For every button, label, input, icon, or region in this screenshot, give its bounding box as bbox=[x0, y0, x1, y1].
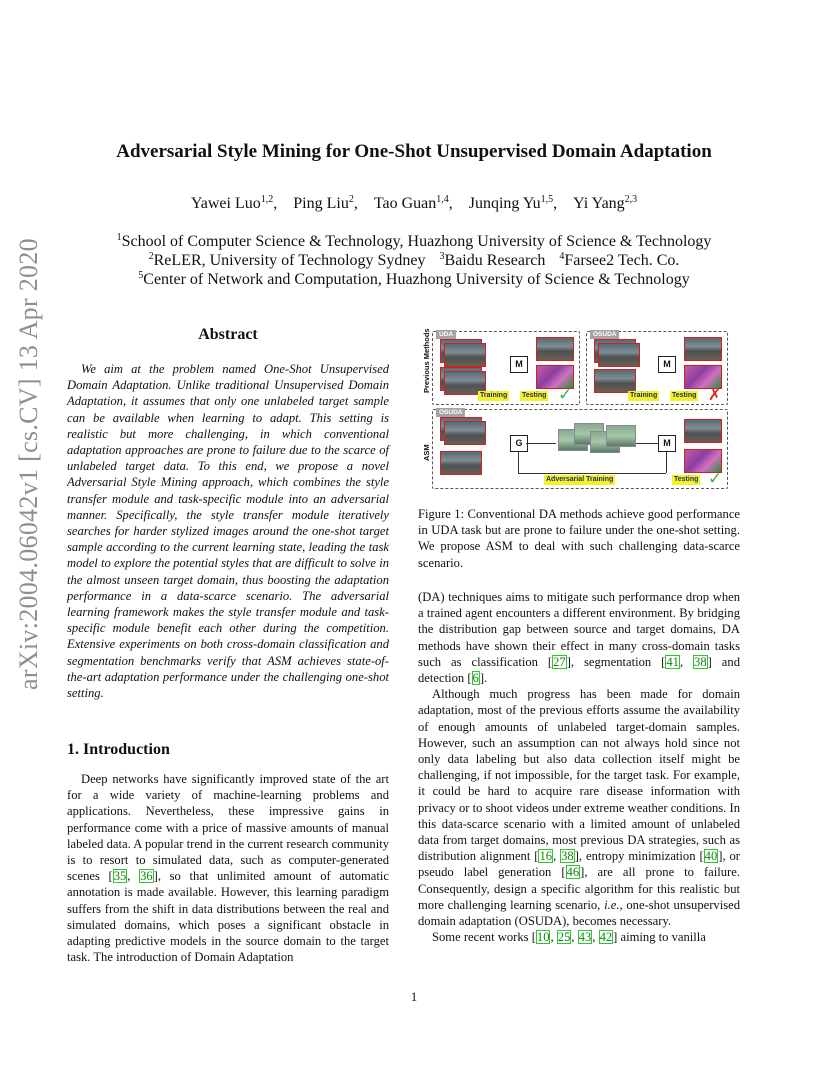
source-image-thumb bbox=[598, 343, 640, 367]
citation-link[interactable]: 41 bbox=[666, 654, 679, 669]
author: Junqing Yu$^{1,5}$, bbox=[468, 194, 558, 212]
citation-link[interactable]: 16 bbox=[539, 849, 553, 864]
abstract-heading: Abstract bbox=[198, 326, 258, 343]
paragraph: Although much progress has been made for domain adaptation, most of the previous efforts assume the availability of enough amounts of unlabeled target-domain samples. However, such an assumption can not always hold since not only data labeling but also data collection itself might be challenging, if not impossible, for the target task. For example, it could be hard to acquire rare disease information with privacy or to shoot videos under extreme weather conditions. In this data-scarce scenario with a limited amount of unlabeled data from target domains, most previous DA strategies, such as distribution alignment [16, 38], entropy minimization [40], or pseudo label generation [46], are all prone to failure. Consequently, design a specific algorithm for this realistic but more challenging learning scenario, i.e., one-shot unsupervised domain adaptation (OSUDA), becomes necessary. bbox=[418, 687, 740, 929]
author-list bbox=[0, 195, 828, 213]
citation-link[interactable]: 35 bbox=[113, 869, 127, 884]
citation-link[interactable]: 10 bbox=[536, 930, 550, 945]
testing-label: Testing bbox=[674, 476, 699, 483]
paper-title: Adversarial Style Mining for One-Shot Unsupervised Domain Adaptation bbox=[116, 141, 712, 162]
training-label: Training bbox=[630, 392, 658, 399]
feedback-line bbox=[518, 473, 666, 474]
feedback-line bbox=[518, 451, 519, 473]
paragraph: Some recent works [10, 25, 43, 42] aiming to vanilla bbox=[432, 930, 706, 945]
testing-label: Testing bbox=[672, 392, 697, 399]
affiliation-line: $^5$Center of Network and Computation, Huazhong University of Science & Technology bbox=[138, 270, 690, 288]
target-image-thumb bbox=[594, 369, 636, 393]
test-image-thumb bbox=[684, 337, 722, 361]
affiliation-line: $^1$School of Computer Science & Technology, Huazhong University of Science & Technology bbox=[116, 232, 712, 250]
previous-methods-label: Previous Methods bbox=[422, 328, 431, 393]
osuda-tag: OSUDA bbox=[436, 408, 465, 417]
citation-link[interactable]: 46 bbox=[566, 865, 580, 880]
model-m-box: M bbox=[658, 435, 676, 452]
author: Tao Guan$^{1,4}$, bbox=[373, 194, 453, 212]
test-image-thumb bbox=[536, 337, 574, 361]
figure-caption: Figure 1: Conventional DA methods achieve good performance in UDA task but are prone to failure under the one-shot setting. We propose ASM to deal with such challenging data-scarce scenario. bbox=[418, 507, 740, 570]
citation-link[interactable]: 25 bbox=[557, 930, 571, 945]
generator-g-box: G bbox=[510, 435, 528, 452]
right-column-text bbox=[418, 589, 740, 945]
arrow bbox=[636, 443, 658, 444]
adversarial-training-label: Adversarial Training bbox=[546, 476, 614, 483]
section-heading: 1. Introduction bbox=[67, 741, 170, 758]
page-number: 1 bbox=[410, 990, 418, 1004]
citation-link[interactable]: 40 bbox=[704, 849, 718, 864]
author: Ping Liu$^2$, bbox=[293, 194, 358, 212]
abstract-text: We aim at the problem named One-Shot Unsupervised Domain Adaptation. Unlike traditional Unsupervised Domain Adaptation, it assumes that only one unlabeled target sample can be available when learning to adapt. This setting is realistic but more challenging, in which conventional adaptation approaches are prone to failure due to the scarce of unlabeled target data. To this end, we propose a novel Adversarial Style Mining approach, which combines the style transfer module and task-specific module into an adversarial manner. Specifically, the style transfer module iteratively searches for harder stylized images around the one-shot target sample according to the current learning state, leading the task model to explore the potential styles that are difficult to solve in the almost unseen target domain, thus boosting the adaptation performance in a data-scarce scenario. The adversarial learning framework makes the style transfer module and task-specific module benefit each other during the competition. Extensive experiments on both cross-domain classification and segmentation benchmarks verify that ASM achieves state-of-the-art adaptation performance under the challenging one-shot setting. bbox=[67, 362, 389, 701]
author: Yi Yang$^{2,3}$ bbox=[573, 194, 638, 212]
arrow bbox=[526, 443, 556, 444]
citation-link[interactable]: 38 bbox=[561, 849, 574, 864]
asm-label: ASM bbox=[422, 444, 431, 461]
author: Yawei Luo$^{1,2}$, bbox=[190, 194, 278, 212]
uda-tag: UDA bbox=[436, 330, 456, 339]
checkmark-icon: ✓ bbox=[708, 469, 723, 489]
testing-label: Testing bbox=[522, 392, 547, 399]
model-m-box: M bbox=[658, 356, 676, 373]
intro-paragraph: Deep networks have significantly improved state of the art for a wide variety of machine-learning problems and applications. Nevertheless, these impressive gains in performance come with a price of massive amounts of manual labeled data. A popular trend in the current research community is to resort to simulated data, such as computer-generated scenes [35, 36], so that unlimited amount of automatic annotation is made available. However, this learning paradigm suffers from the shift in data distributions between the real and simulated domains, which poses a significant obstacle in adapting predictive models in the source domain to the target task. The introduction of Domain Adaptation bbox=[67, 772, 389, 965]
paragraph: (DA) techniques aims to mitigate such performance drop when a trained agent encounters a different environment. By bridging the distribution gap between source and target domains, DA methods have shown their effect in many cross-domain tasks such as classification [27], segmentation [41, 38] and detection [6]. bbox=[418, 590, 740, 686]
source-image-thumb bbox=[444, 421, 486, 445]
citation-link[interactable]: 6 bbox=[472, 671, 479, 686]
arxiv-identifier: arXiv:2004.06042v1 [cs.CV] 13 Apr 2020 bbox=[14, 238, 43, 690]
source-image-thumb bbox=[444, 343, 486, 367]
checkmark-icon: ✓ bbox=[558, 385, 573, 405]
citation-link[interactable]: 43 bbox=[578, 930, 592, 945]
affiliation-line: $^2$ReLER, University of Technology Sydney $^3$Baidu Research $^4$Farsee2 Tech. Co. bbox=[148, 251, 680, 269]
affiliations bbox=[0, 232, 828, 289]
figure-1 bbox=[418, 325, 731, 495]
model-m-box: M bbox=[510, 356, 528, 373]
training-label: Training bbox=[480, 392, 508, 399]
citation-link[interactable]: 38 bbox=[694, 654, 707, 669]
feedback-line bbox=[666, 451, 667, 473]
target-image-thumb bbox=[440, 451, 482, 475]
osuda-tag: OSUDA bbox=[590, 330, 619, 339]
test-image-thumb bbox=[684, 419, 722, 443]
citation-link[interactable]: 36 bbox=[140, 869, 153, 884]
cross-icon: ✗ bbox=[708, 385, 722, 404]
citation-link[interactable]: 27 bbox=[553, 654, 566, 669]
citation-link[interactable]: 42 bbox=[599, 930, 613, 945]
stylized-image-thumb bbox=[606, 425, 636, 447]
